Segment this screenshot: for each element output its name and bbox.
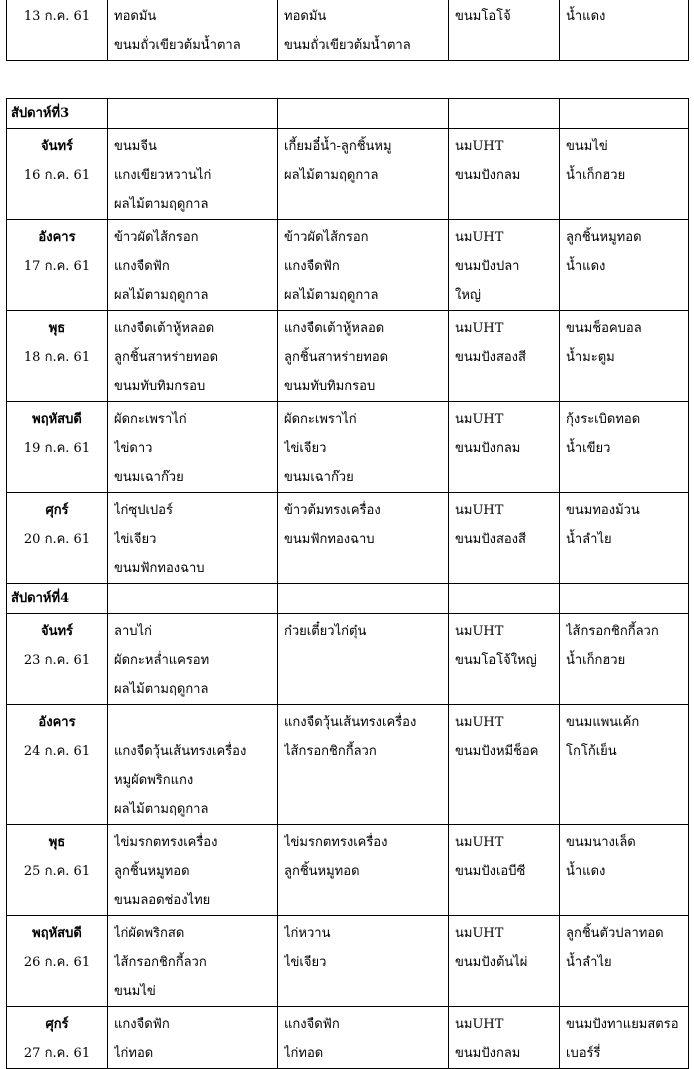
- date-cell: [7, 1007, 108, 1069]
- menu-item: ผลไม้ตามฤดูกาล: [284, 288, 379, 303]
- day-date: 13 ก.ค. 61: [23, 9, 91, 24]
- menu-item: ขนมไข่: [566, 139, 608, 154]
- menu-item: แกงจืดเต้าหู้หลอด: [284, 321, 385, 336]
- menu-item: ขนมปังสองสี: [455, 532, 526, 547]
- menu-cell-4: [560, 129, 689, 220]
- menu-item: นมUHT: [455, 835, 504, 850]
- day-date: 26 ก.ค. 61: [23, 955, 91, 970]
- menu-item: นมUHT: [455, 321, 504, 336]
- menu-item: ลาบไก่: [114, 624, 152, 639]
- menu-item: ขนมนางเล็ด: [566, 835, 636, 850]
- table-row: [7, 1007, 689, 1069]
- menu-item: นมUHT: [455, 624, 504, 639]
- menu-item: ผัดกะเพราไก่: [114, 412, 187, 427]
- menu-cell-2: [278, 825, 449, 916]
- menu-item: ขนมเฉาก๊วย: [114, 470, 184, 485]
- date-cell: [7, 220, 108, 311]
- menu-item: ขนมถั่วเขียวต้มน้ำตาล: [284, 38, 411, 53]
- menu-item: ไก่ทอด: [114, 1046, 154, 1061]
- menu-item: น้ำแดง: [566, 864, 606, 879]
- table-row: [7, 402, 689, 493]
- table-row: [7, 220, 689, 311]
- menu-item: หมูผัดพริกแกง: [114, 773, 194, 788]
- day-date: 16 ก.ค. 61: [23, 168, 91, 183]
- menu-item: ผัดกะหล่ำแครอท: [114, 653, 210, 668]
- empty-cell: [560, 584, 689, 614]
- menu-item: น้ำแดง: [566, 259, 606, 274]
- menu-item: นมUHT: [455, 926, 504, 941]
- table-row: [7, 0, 689, 61]
- empty-cell: [278, 99, 449, 129]
- menu-cell-3: [449, 129, 560, 220]
- menu-cell-1: [108, 614, 278, 705]
- menu-item: ไข่เจียว: [284, 441, 327, 456]
- menu-item: น้ำแดง: [566, 9, 606, 24]
- menu-item: นมUHT: [455, 230, 504, 245]
- empty-cell: [108, 99, 278, 129]
- day-name: พฤหัสบดี: [32, 412, 82, 427]
- menu-cell-1: [108, 311, 278, 402]
- menu-cell-3: [449, 402, 560, 493]
- menu-item: ขนมถั่วเขียวต้มน้ำตาล: [114, 38, 241, 53]
- menu-cell-2: [278, 1007, 449, 1069]
- day-date: 27 ก.ค. 61: [23, 1046, 91, 1061]
- menu-item: โกโก้เย็น: [566, 744, 617, 759]
- menu-item: ขนมโอโจ้: [455, 9, 511, 24]
- date-cell: [7, 705, 108, 825]
- menu-item: เกี้ยมอี๋น้ำ-ลูกชิ้นหมู: [284, 139, 392, 154]
- menu-item: ผัดกะเพราไก่: [284, 412, 357, 427]
- week-title: สัปดาห์ที่4: [7, 584, 108, 614]
- menu-item: ขนมปังเอบีซี: [455, 864, 526, 879]
- menu-item: แกงจืดวุ้นเส้นทรงเครื่อง: [284, 715, 417, 730]
- menu-item: แกงจืดฟัก: [114, 259, 170, 274]
- menu-item: ขนมปังทาแยมสตรอ: [566, 1017, 679, 1032]
- menu-item: ไข่เจียว: [284, 955, 327, 970]
- menu-item: น้ำเก็กฮวย: [566, 653, 626, 668]
- menu-item: ขนมแพนเค้ก: [566, 715, 640, 730]
- table-row: [7, 916, 689, 1007]
- menu-item: ลูกชิ้นหมูทอด: [114, 864, 190, 879]
- menu-item: น้ำลำไย: [566, 532, 612, 547]
- day-name: พฤหัสบดี: [32, 926, 82, 941]
- menu-item: ขนมปังสองสี: [455, 350, 526, 365]
- day-date: 17 ก.ค. 61: [23, 259, 91, 274]
- menu-cell-1: [108, 402, 278, 493]
- menu-cell-3: [449, 493, 560, 584]
- menu-cell-4: [560, 614, 689, 705]
- menu-item: ลูกชิ้นหมูทอด: [284, 864, 360, 879]
- menu-item: ขนมปังต้นไผ่: [455, 955, 528, 970]
- menu-item: ไข่เจียว: [114, 532, 157, 547]
- date-cell: [7, 0, 108, 61]
- menu-cell-3: [449, 705, 560, 825]
- menu-cell-2: [278, 220, 449, 311]
- menu-item: ผลไม้ตามฤดูกาล: [114, 802, 209, 817]
- menu-cell-4: [560, 825, 689, 916]
- menu-item: ไส้กรอกชิกกี้ลวก: [566, 624, 659, 639]
- date-cell: [7, 493, 108, 584]
- menu-cell-1: [108, 825, 278, 916]
- menu-item: ขนมปังหมีช็อค: [455, 744, 539, 759]
- table-row: [7, 825, 689, 916]
- menu-cell-1: [108, 493, 278, 584]
- menu-item: ขนมทับทิมกรอบ: [114, 379, 206, 394]
- day-date: 20 ก.ค. 61: [23, 532, 91, 547]
- menu-cell-2: [278, 614, 449, 705]
- menu-item: ผลไม้ตามฤดูกาล: [284, 168, 379, 183]
- menu-item: นมUHT: [455, 503, 504, 518]
- day-date: 23 ก.ค. 61: [23, 653, 91, 668]
- menu-cell-4: [560, 311, 689, 402]
- day-date: 19 ก.ค. 61: [23, 441, 91, 456]
- menu-item: เบอร์รี่: [566, 1046, 601, 1061]
- menu-item: ขนมช็อคบอล: [566, 321, 642, 336]
- menu-cell-2: [278, 916, 449, 1007]
- menu-item: ไก่ผัดพริกสด: [114, 926, 185, 941]
- day-name: ศุกร์: [45, 503, 69, 518]
- menu-cell-1: [108, 916, 278, 1007]
- menu-item: แกงจืดเต้าหู้หลอด: [114, 321, 215, 336]
- menu-item: ขนมฟักทองฉาบ: [114, 561, 205, 576]
- menu-item: แกงจืดฟัก: [114, 1017, 170, 1032]
- menu-item: แกงจืดฟัก: [284, 1017, 340, 1032]
- menu-cell-4: [560, 402, 689, 493]
- empty-cell: [108, 584, 278, 614]
- menu-cell-1: [108, 0, 278, 61]
- menu-item: น้ำเขียว: [566, 441, 611, 456]
- menu-item: ไก่หวาน: [284, 926, 331, 941]
- menu-item: ไส้กรอกชิกกี้ลวก: [114, 955, 207, 970]
- menu-item: ขนมลอดช่องไทย: [114, 893, 211, 908]
- menu-table-top: [6, 0, 689, 61]
- day-name: จันทร์: [40, 624, 74, 639]
- day-date: 18 ก.ค. 61: [23, 350, 91, 365]
- day-date: 24 ก.ค. 61: [23, 744, 91, 759]
- date-cell: [7, 311, 108, 402]
- menu-item: แกงจืดฟัก: [284, 259, 340, 274]
- menu-item: ขนมทองม้วน: [566, 503, 640, 518]
- menu-item: ขนมปังกลม: [455, 441, 521, 456]
- menu-cell-4: [560, 0, 689, 61]
- menu-cell-3: [449, 0, 560, 61]
- day-name: ศุกร์: [45, 1017, 69, 1032]
- menu-cell-1: [108, 220, 278, 311]
- menu-cell-4: [560, 493, 689, 584]
- menu-cell-1: [108, 705, 278, 825]
- menu-item: กุ้งระเบิดทอด: [566, 412, 641, 427]
- day-name: อังคาร: [38, 715, 76, 730]
- week-header-row: [7, 99, 689, 129]
- week-header-row: [7, 584, 689, 614]
- menu-item: ไส้กรอกชิกกี้ลวก: [284, 744, 377, 759]
- date-cell: [7, 916, 108, 1007]
- menu-item: ใหญ่: [455, 288, 481, 303]
- menu-item: ลูกชิ้นสาหร่ายทอด: [284, 350, 389, 365]
- date-cell: [7, 129, 108, 220]
- menu-item: ไข่มรกตทรงเครื่อง: [284, 835, 388, 850]
- empty-cell: [560, 99, 689, 129]
- menu-item: ขนมปังกลม: [455, 168, 521, 183]
- menu-cell-4: [560, 220, 689, 311]
- menu-item: ทอดมัน: [284, 9, 327, 24]
- menu-item: ข้าวต้มทรงเครื่อง: [284, 503, 381, 518]
- menu-item: ลูกชิ้นหมูทอด: [566, 230, 642, 245]
- menu-item: ขนมทับทิมกรอบ: [284, 379, 376, 394]
- menu-item: ลูกชิ้นตัวปลาทอด: [566, 926, 664, 941]
- menu-item: นมUHT: [455, 412, 504, 427]
- menu-item: ลูกชิ้นสาหร่ายทอด: [114, 350, 219, 365]
- menu-item: ขนมเฉาก๊วย: [284, 470, 354, 485]
- menu-cell-3: [449, 220, 560, 311]
- empty-cell: [449, 99, 560, 129]
- menu-cell-4: [560, 916, 689, 1007]
- date-cell: [7, 402, 108, 493]
- menu-item: ไก่ซุปเปอร์: [114, 503, 173, 518]
- menu-cell-2: [278, 402, 449, 493]
- menu-item: ทอดมัน: [114, 9, 157, 24]
- week-title: สัปดาห์ที่3: [7, 99, 108, 129]
- menu-cell-3: [449, 614, 560, 705]
- menu-item: แกงเขียวหวานไก่: [114, 168, 212, 183]
- menu-cell-2: [278, 493, 449, 584]
- menu-item: ขนมไข่: [114, 984, 156, 999]
- menu-item: ไข่มรกตทรงเครื่อง: [114, 835, 218, 850]
- menu-item: ข้าวผัดไส้กรอก: [114, 230, 199, 245]
- menu-cell-4: [560, 705, 689, 825]
- menu-item: ไก่ทอด: [284, 1046, 324, 1061]
- menu-item: ผลไม้ตามฤดูกาล: [114, 682, 209, 697]
- menu-cell-3: [449, 311, 560, 402]
- table-row: [7, 493, 689, 584]
- day-date: 25 ก.ค. 61: [23, 864, 91, 879]
- menu-item: ขนมปังปลา: [455, 259, 520, 274]
- table-row: [7, 311, 689, 402]
- menu-item: น้ำลำไย: [566, 955, 612, 970]
- menu-cell-4: [560, 1007, 689, 1069]
- empty-cell: [278, 584, 449, 614]
- day-name: จันทร์: [40, 139, 74, 154]
- menu-item: แกงจืดวุ้นเส้นทรงเครื่อง: [114, 744, 247, 759]
- menu-cell-1: [108, 129, 278, 220]
- menu-item: ก๋วยเตี๋ยวไก่ตุ๋น: [284, 624, 367, 639]
- date-cell: [7, 614, 108, 705]
- menu-item: ขนมโอโจ้ใหญ่: [455, 653, 537, 668]
- day-name: พุธ: [48, 835, 66, 850]
- menu-item: ขนมฟักทองฉาบ: [284, 532, 375, 547]
- menu-cell-3: [449, 1007, 560, 1069]
- menu-item: ผลไม้ตามฤดูกาล: [114, 197, 209, 212]
- menu-item: นมUHT: [455, 1017, 504, 1032]
- menu-item: ขนมปังกลม: [455, 1046, 521, 1061]
- menu-item: น้ำเก็กฮวย: [566, 168, 626, 183]
- day-name: อังคาร: [38, 230, 76, 245]
- menu-cell-2: [278, 129, 449, 220]
- table-row: [7, 614, 689, 705]
- menu-table-main: [6, 98, 689, 1069]
- menu-item: ข้าวผัดไส้กรอก: [284, 230, 369, 245]
- menu-item: นมUHT: [455, 715, 504, 730]
- table-row: [7, 129, 689, 220]
- menu-item: [114, 708, 271, 737]
- menu-cell-3: [449, 825, 560, 916]
- menu-item: นมUHT: [455, 139, 504, 154]
- menu-cell-1: [108, 1007, 278, 1069]
- day-name: พุธ: [48, 321, 66, 336]
- menu-cell-2: [278, 311, 449, 402]
- menu-cell-2: [278, 705, 449, 825]
- menu-item: ขนมจีน: [114, 139, 157, 154]
- menu-item: ผลไม้ตามฤดูกาล: [114, 288, 209, 303]
- menu-item: น้ำมะตูม: [566, 350, 615, 365]
- menu-cell-2: [278, 0, 449, 61]
- date-cell: [7, 825, 108, 916]
- menu-item: ไข่ดาว: [114, 441, 153, 456]
- empty-cell: [449, 584, 560, 614]
- menu-cell-3: [449, 916, 560, 1007]
- table-row: [7, 705, 689, 825]
